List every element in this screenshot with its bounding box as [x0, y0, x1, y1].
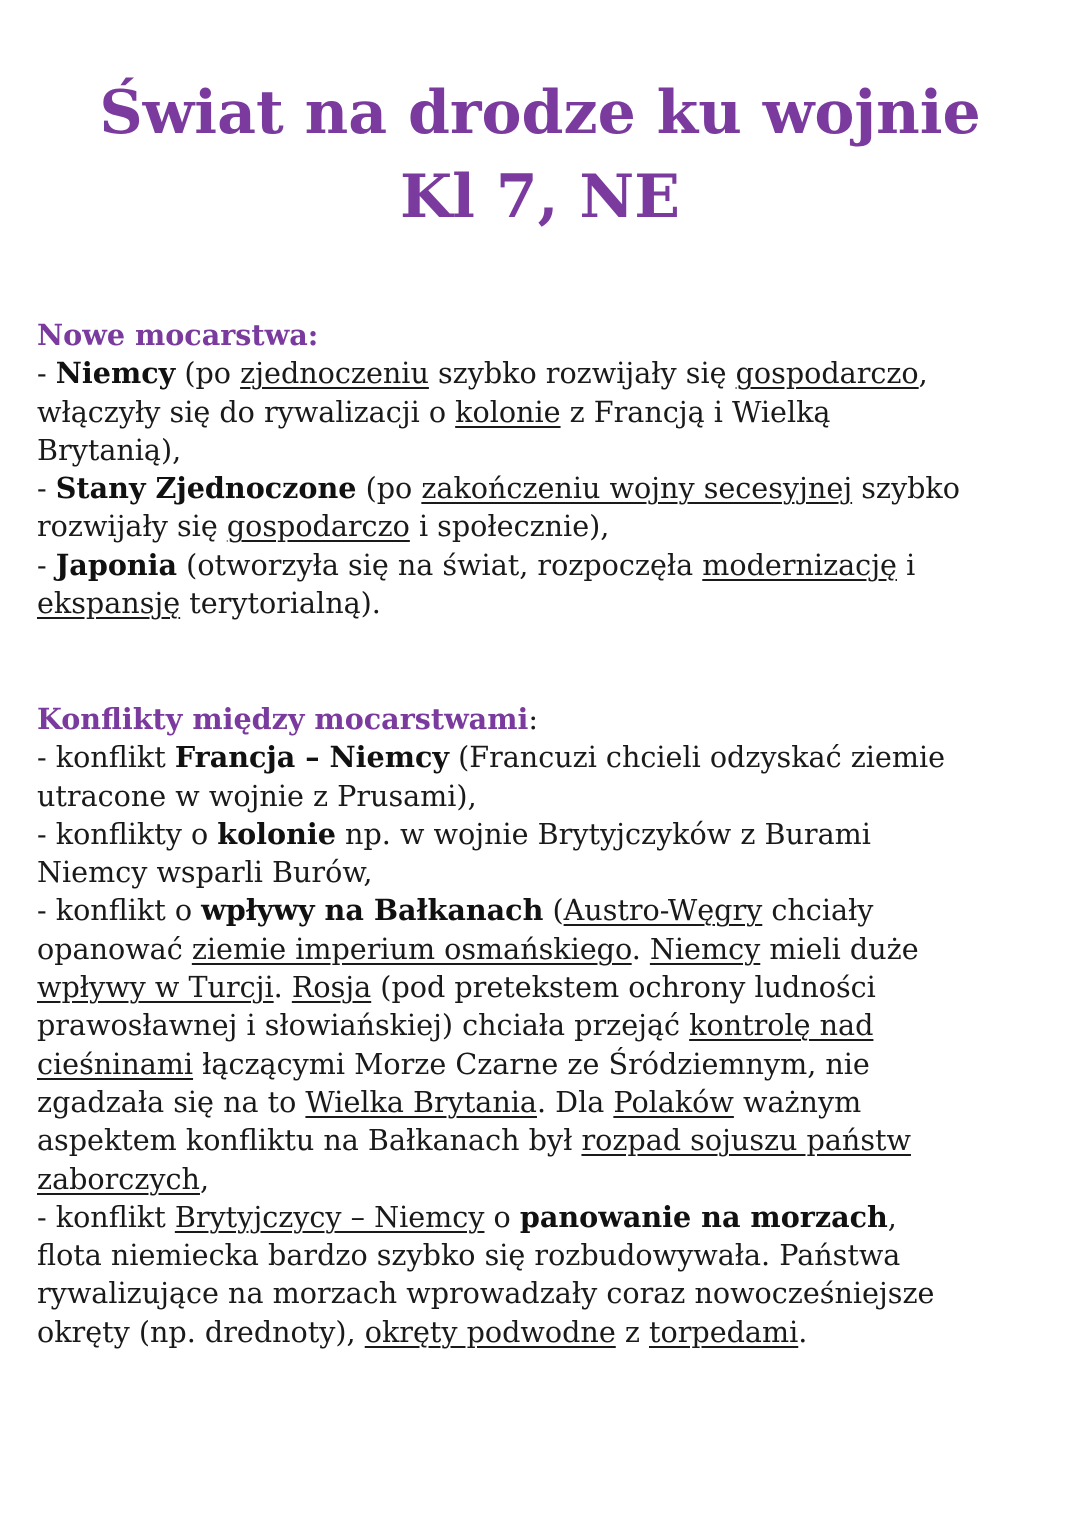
text-run: np. w wojnie Brytyjczyków z Burami: [335, 816, 871, 851]
underlined-term: kolonie: [455, 394, 561, 429]
underlined-term: zjednoczeniu: [240, 356, 429, 391]
text-run: .: [631, 931, 650, 966]
text-run: włączyły się do rywalizacji o: [37, 394, 456, 429]
heading-colon: :: [528, 702, 538, 736]
underlined-term: torpedami: [649, 1314, 799, 1349]
text-run: -: [37, 471, 56, 506]
text-line: [37, 507, 1057, 545]
text-run: (Francuzi chcieli odzyskać ziemie: [448, 740, 946, 775]
text-run: terytorialną).: [180, 586, 381, 621]
section-heading-conflicts-row: [37, 700, 1057, 738]
bold-term: Francja – Niemcy: [174, 740, 449, 775]
underlined-term: zaborczych: [37, 1161, 200, 1196]
text-run: i społecznie),: [409, 509, 610, 544]
section-body-new-powers: [37, 354, 1057, 622]
text-run: o: [484, 1199, 520, 1234]
text-run: (pod pretekstem ochrony ludności: [371, 970, 876, 1005]
text-run: chciały: [762, 893, 874, 928]
text-run: zgadzała się na to: [37, 1084, 306, 1119]
underlined-term: rozpad sojuszu państw: [581, 1123, 911, 1158]
text-run: i: [896, 547, 916, 582]
text-line: [37, 853, 1057, 891]
underlined-term: Brytyjczycy – Niemcy: [174, 1199, 485, 1234]
text-run: ,: [199, 1161, 210, 1196]
text-run: - konflikt: [37, 1199, 175, 1234]
underlined-term: okręty podwodne: [364, 1314, 616, 1349]
text-run: aspektem konfliktu na Bałkanach był: [37, 1123, 582, 1158]
bold-term: panowanie na morzach: [519, 1199, 888, 1234]
section-new-powers: [37, 316, 1057, 622]
text-run: prawosławnej i słowiańskiej) chciała przejąć: [37, 1008, 690, 1043]
text-run: (po: [175, 356, 241, 391]
underlined-term: ziemie imperium osmańskiego: [191, 931, 632, 966]
underlined-term: Rosja: [291, 970, 372, 1005]
text-line: [37, 1198, 1057, 1236]
bold-term: Stany Zjednoczone: [55, 471, 357, 506]
text-run: (po: [356, 471, 422, 506]
underlined-term: gospodarczo: [226, 509, 410, 544]
text-run: okręty (np. drednoty),: [37, 1314, 365, 1349]
text-run: - konflikt: [37, 740, 175, 775]
text-line: [37, 1045, 1057, 1083]
text-line: [37, 469, 1057, 507]
text-line: [37, 431, 1057, 469]
text-run: z Francją i Wielką: [560, 394, 831, 429]
text-line: [37, 1160, 1057, 1198]
text-line: [37, 968, 1057, 1006]
section-conflicts: [37, 700, 1057, 1351]
text-line: [37, 1083, 1057, 1121]
text-run: rywalizujące na morzach wprowadzały coraz nowocześniejsze: [37, 1276, 935, 1311]
text-run: Brytanią),: [37, 432, 182, 467]
text-run: mieli duże: [760, 931, 919, 966]
text-run: ,: [918, 356, 928, 391]
text-line: [37, 777, 1057, 815]
section-heading-conflicts: Konflikty między mocarstwami: [37, 702, 529, 736]
text-run: -: [37, 547, 56, 582]
text-run: łączącymi Morze Czarne ze Śródziemnym, nie: [193, 1046, 870, 1081]
text-line: [37, 815, 1057, 853]
text-run: -: [37, 356, 56, 391]
text-line: [37, 546, 1057, 584]
text-run: ,: [887, 1199, 897, 1234]
bold-term: wpływy na Bałkanach: [201, 893, 544, 928]
text-run: szybko rozwijały się: [428, 356, 736, 391]
text-run: Niemcy wsparli Burów,: [37, 855, 373, 890]
underlined-term: modernizację: [702, 547, 897, 582]
text-run: . Dla: [536, 1084, 614, 1119]
underlined-term: Wielka Brytania: [305, 1084, 537, 1119]
text-run: szybko: [852, 471, 960, 506]
text-run: .: [273, 970, 292, 1005]
underlined-term: Austro-Węgry: [563, 893, 763, 928]
text-line: [37, 738, 1057, 776]
text-run: opanować: [37, 931, 192, 966]
page-title: Świat na drodze ku wojnie: [99, 78, 981, 148]
text-run: flota niemiecka bardzo szybko się rozbudowywała. Państwa: [37, 1238, 901, 1273]
text-line: [37, 354, 1057, 392]
text-run: rozwijały się: [37, 509, 227, 544]
bold-term: kolonie: [217, 816, 336, 851]
text-line: [37, 393, 1057, 431]
text-line: [37, 930, 1057, 968]
underlined-term: cieśninami: [37, 1046, 194, 1081]
text-line: [37, 1274, 1057, 1312]
text-line: [37, 1236, 1057, 1274]
page-subtitle: Kl 7, NE: [400, 162, 680, 232]
text-run: .: [798, 1314, 808, 1349]
underlined-term: kontrolę nad: [689, 1008, 874, 1043]
bold-term: Niemcy: [55, 356, 176, 391]
underlined-term: zakończeniu wojny secesyjnej: [421, 471, 853, 506]
section-heading-new-powers: Nowe mocarstwa:: [37, 318, 319, 352]
text-run: - konflikty o: [37, 816, 218, 851]
text-line: [37, 891, 1057, 929]
text-run: - konflikt o: [37, 893, 202, 928]
underlined-term: ekspansję: [37, 586, 181, 621]
bold-term: Japonia: [55, 547, 178, 582]
text-line: [37, 1006, 1057, 1044]
text-run: (otworzyła się na świat, rozpoczęła: [177, 547, 703, 582]
text-line: [37, 584, 1057, 622]
underlined-term: Niemcy: [649, 931, 761, 966]
section-body-conflicts: [37, 738, 1057, 1351]
text-line: [37, 1121, 1057, 1159]
underlined-term: wpływy w Turcji: [37, 970, 274, 1005]
text-run: ważnym: [733, 1084, 862, 1119]
text-run: (: [543, 893, 564, 928]
underlined-term: gospodarczo: [735, 356, 919, 391]
text-run: z: [615, 1314, 650, 1349]
text-line: [37, 1313, 1057, 1351]
underlined-term: Polaków: [613, 1084, 734, 1119]
text-run: utracone w wojnie z Prusami),: [37, 778, 477, 813]
